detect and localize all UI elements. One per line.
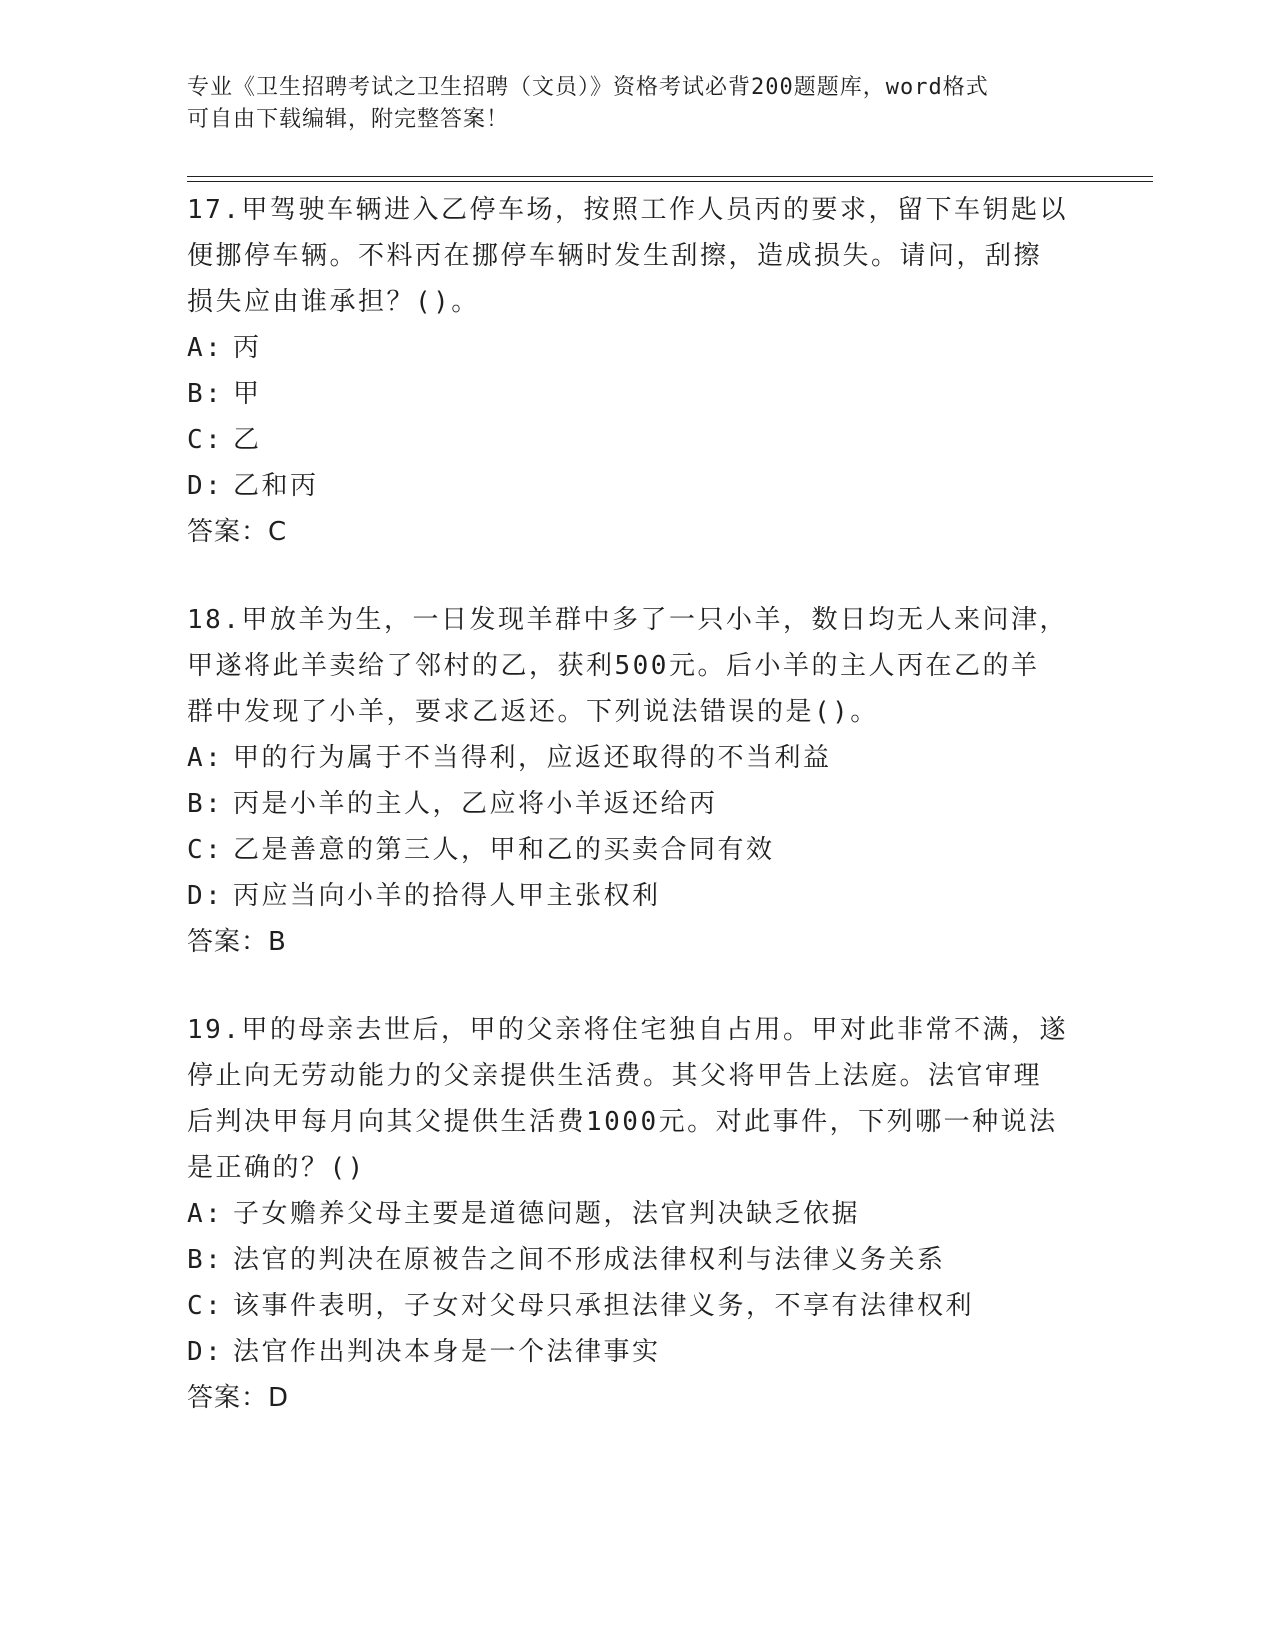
question-stem: [187, 187, 1087, 325]
option-b: [187, 1237, 1087, 1283]
question-list: [187, 187, 1087, 1421]
question-stem-line: 18.甲放羊为生，一日发现羊群中多了一只小羊，数日均无人来问津，: [187, 605, 1068, 635]
question-stem-line: 17.甲驾驶车辆进入乙停车场，按照工作人员丙的要求，留下车钥匙以: [187, 195, 1068, 225]
header-title-line-2: 可自由下载编辑，附完整答案！: [187, 107, 510, 132]
option-text: 乙: [233, 425, 262, 455]
option-key: B:: [187, 789, 224, 819]
question-17: [187, 187, 1087, 555]
question-stem: [187, 1007, 1087, 1191]
answer-line: 答案：C: [187, 517, 288, 547]
answer-line: 答案：B: [187, 927, 287, 957]
option-text: 丙应当向小羊的拾得人甲主张权利: [233, 881, 661, 911]
option-key: D:: [187, 881, 224, 911]
option-d: [187, 463, 1087, 509]
option-c: [187, 1283, 1087, 1329]
option-c: [187, 417, 1087, 463]
question-stem-line: 后判决甲每月向其父提供生活费1000元。对此事件，下列哪一种说法: [187, 1107, 1058, 1137]
option-key: D:: [187, 471, 224, 501]
answer-line: 答案：D: [187, 1383, 290, 1413]
option-key: A:: [187, 743, 224, 773]
question-stem-line: 损失应由谁承担？()。: [187, 287, 480, 317]
question-stem-line: 停止向无劳动能力的父亲提供生活费。其父将甲告上法庭。法官审理: [187, 1061, 1043, 1091]
option-text: 甲的行为属于不当得利，应返还取得的不当利益: [233, 743, 832, 773]
option-text: 乙和丙: [233, 471, 319, 501]
option-b: [187, 371, 1087, 417]
document-header: [187, 72, 1087, 136]
option-text: 丙: [233, 333, 262, 363]
option-c: [187, 827, 1087, 873]
option-b: [187, 781, 1087, 827]
question-spacer: [187, 965, 1087, 1007]
option-d: [187, 873, 1087, 919]
option-key: A:: [187, 333, 224, 363]
question-stem-line: 甲遂将此羊卖给了邻村的乙，获利500元。后小羊的主人丙在乙的羊: [187, 651, 1040, 681]
option-text: 子女赡养父母主要是道德问题，法官判决缺乏依据: [233, 1199, 861, 1229]
header-divider: [187, 176, 1153, 182]
question-stem: [187, 597, 1087, 735]
option-key: C:: [187, 425, 224, 455]
option-d: [187, 1329, 1087, 1375]
option-text: 法官的判决在原被告之间不形成法律权利与法律义务关系: [233, 1245, 946, 1275]
option-key: B:: [187, 379, 224, 409]
option-a: [187, 1191, 1087, 1237]
question-18: [187, 597, 1087, 965]
question-spacer: [187, 555, 1087, 597]
question-stem-line: 19.甲的母亲去世后，甲的父亲将住宅独自占用。甲对此非常不满，遂: [187, 1015, 1068, 1045]
option-key: C:: [187, 835, 224, 865]
option-key: D:: [187, 1337, 224, 1367]
question-stem-line: 是正确的？(): [187, 1153, 366, 1183]
option-a: [187, 735, 1087, 781]
option-key: C:: [187, 1291, 224, 1321]
option-key: B:: [187, 1245, 224, 1275]
option-text: 法官作出判决本身是一个法律事实: [233, 1337, 661, 1367]
option-text: 甲: [233, 379, 262, 409]
question-stem-line: 群中发现了小羊，要求乙返还。下列说法错误的是()。: [187, 697, 879, 727]
question-stem-line: 便挪停车辆。不料丙在挪停车辆时发生刮擦，造成损失。请问，刮擦: [187, 241, 1043, 271]
header-title-line-1: 专业《卫生招聘考试之卫生招聘（文员）》资格考试必背200题题库，word格式: [187, 75, 989, 100]
option-a: [187, 325, 1087, 371]
option-text: 该事件表明，子女对父母只承担法律义务，不享有法律权利: [233, 1291, 975, 1321]
option-text: 丙是小羊的主人，乙应将小羊返还给丙: [233, 789, 718, 819]
option-text: 乙是善意的第三人，甲和乙的买卖合同有效: [233, 835, 775, 865]
question-19: [187, 1007, 1087, 1421]
option-key: A:: [187, 1199, 224, 1229]
